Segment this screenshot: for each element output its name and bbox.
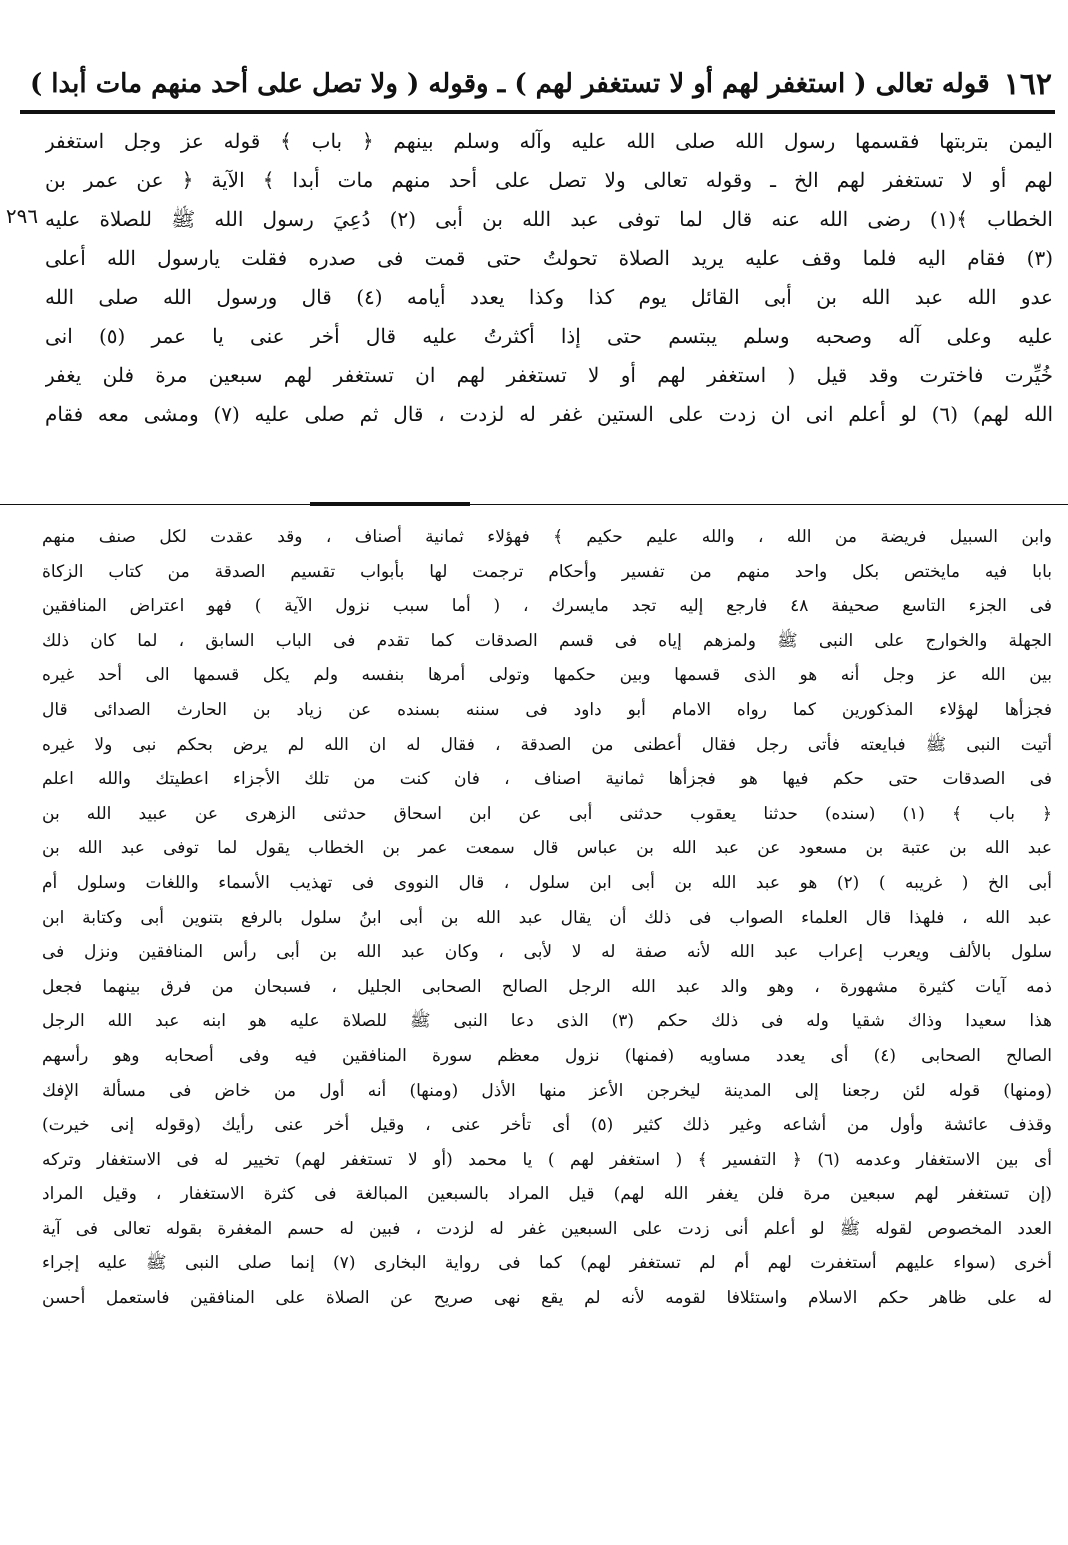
main-text-line: عليه وعلى آله وصحبه وسلم يبتسم حتى إذا أكثرتُ عليه قال أخر عنى يا عمر (٥) انى bbox=[45, 324, 1053, 348]
footnote-line: بين الله عز وجل أنه هو الذى قسمها وبين حكمها وتولى أمرها بنفسه ولم يكل قسمها الى أحد غيره bbox=[42, 665, 1052, 686]
footnote-line: (ومنها) قوله لئن رجعنا إلى المدينة ليخرجن الأعز منها الأذل (ومنها) أنه أول من خاض فى مسألة الإفك bbox=[42, 1080, 1052, 1101]
footnote-separator-bold bbox=[310, 502, 470, 506]
footnote-line: فى الصدقات حتى حكم فيها هو فجزأها ثمانية اصناف ، فان كنت من تلك الأجزاء اعطيتك والله اعلم bbox=[42, 769, 1052, 790]
footnote-line: عبد الله بن عتبة بن مسعود عن عبد الله بن عباس قال سمعت عمر بن الخطاب يقول لما توفى عبد الله بن bbox=[42, 838, 1052, 859]
main-text-line: الله لهم) (٦) لو أعلم انى ان زدت على الستين غفر له لزدت ، قال ثم صلى عليه (٧) ومشى معه فقام bbox=[45, 402, 1053, 426]
main-text bbox=[45, 122, 1053, 434]
main-text-line: لهم أو لا تستغفر لهم الخ ـ وقوله تعالى ولا تصل على أحد منهم مات أبدا ﴾ الآية ﴿ عن عمر بن bbox=[45, 168, 1053, 192]
footnote-line: له على ظاهر حكم الاسلام واستئلافا لقومه لأنه لم يقع نهى صريح عن الصلاة على المنافقين فاستعمل أحسن bbox=[42, 1288, 1052, 1309]
footnote-line: سلول بالألف ويعرب إعراب عبد الله لأنه صفة له لا لأبى ، وكان عبد الله بن أبى رأس المنافقين ونزل فى bbox=[42, 942, 1052, 963]
footnote-line: الجهلة والخوارج على النبى ﷺ ولمزهم إياه فى قسم الصدقات كما تقدم فى الباب السابق ، لما كان ذلك bbox=[42, 630, 1052, 651]
footnote-line: أى بين الاستغفار وعدمه (٦) ﴿ التفسير ﴾ ( استغفر لهم ) يا محمد (أو لا تستغفر لهم) تخيير له فى الاستغفار وتركه bbox=[42, 1149, 1052, 1170]
footnote-line: أخرى (سواء عليهم أستغفرت لهم أم لم تستغفر لهم) كما فى رواية البخارى (٧) إنما صلى النبى ﷺ عليه إجراء bbox=[42, 1253, 1052, 1274]
running-title: قوله تعالى ( استغفر لهم أو لا تستغفر لهم ) ـ وقوله ( ولا تصل على أحد منهم مات أبدا ) bbox=[29, 69, 990, 99]
running-header bbox=[22, 62, 1052, 106]
main-text-line: (٣) فقام اليه فلما وقف عليه يريد الصلاة تحولتُ حتى قمت فى صدره فقلت يارسول الله أعلى bbox=[45, 246, 1053, 270]
footnote-line: فجزأها لهؤلاء المذكورين كما رواه الامام أبو داود فى سننه بسنده عن زياد بن الحارث الصدائى قال bbox=[42, 699, 1052, 720]
footnote-line: وقذف عائشة وأول من أشاعه وغير ذلك كثير (٥) أى تأخر عنى ، وقيل أخر عنى رأيك (وقوله إنى خيرت) bbox=[42, 1115, 1052, 1136]
page-number: ١٦٢ bbox=[1003, 66, 1052, 102]
footnote-line: فى الجزء التاسع صحيفة ٤٨ فارجع إليه تجد مايسرك ، ( أما سبب نزول الآية ) فهو اعتراض المنافقين bbox=[42, 596, 1052, 617]
main-text-line: اليمن بتربتها فقسمها رسول الله صلى الله عليه وآله وسلم بينهم ﴿ باب ﴾ قوله عز وجل استغفر bbox=[45, 129, 1053, 153]
main-text-line: الخطاب ﴾(١) رضى الله عنه قال لما توفى عبد الله بن أبى (٢) دُعِيَ رسول الله ﷺ للصلاة عليه bbox=[45, 207, 1053, 231]
footnote-line: ﴿ باب ﴾ (١) (سنده) حدثنا يعقوب حدثنى أبى عن ابن اسحاق حدثنى الزهرى عن عبيد الله بن bbox=[42, 803, 1052, 824]
footnote-line: هذا سعيدا وذاك شقيا وله فى ذلك حكم (٣) الذى دعا النبى ﷺ للصلاة عليه هو ابنه عبد الله الرجل bbox=[42, 1011, 1052, 1032]
header-rule bbox=[20, 110, 1055, 114]
footnotes bbox=[42, 520, 1052, 1316]
footnote-line: بابا فيه مايختص بكل واحد منهم من تفسير وأحكام ترجمت لها بأبواب تقسيم الصدقة من كتاب الزكاة bbox=[42, 561, 1052, 582]
footnote-line: (إن تستغفر لهم سبعين مرة فلن يغفر الله لهم) قيل المراد بالسبعين المبالغة فى كثرة الاستغفار ، وقيل المراد bbox=[42, 1184, 1052, 1205]
main-text-line: خُيِّرت فاخترت وقد قيل ( استغفر لهم أو لا تستغفر لهم ان تستغفر لهم سبعين مرة فلن يغفر bbox=[45, 363, 1053, 387]
footnote-line: أبى الخ ( غريبه ) (٢) هو عبد الله بن أبى ابن سلول ، قال النووى فى تهذيب الأسماء واللغات وسلول أم bbox=[42, 872, 1052, 893]
footnote-separator bbox=[0, 504, 1068, 505]
footnote-line: ذمه آيات كثيرة مشهورة ، وهو والد عبد الله الرجل الصالح الصحابى الجليل ، فسبحان من فرق بينهما فجعل bbox=[42, 976, 1052, 997]
footnote-line: الصالح الصحابى (٤) أى يعدد مساويه (فمنها) نزول معظم سورة المنافقين فيه وفى أصحابه وهو رأسهم bbox=[42, 1045, 1052, 1066]
margin-hadith-number: ٢٩٦ bbox=[5, 204, 39, 228]
main-text-line: عدو الله عبد الله بن أبى القائل يوم كذا وكذا يعدد أيامه (٤) قال ورسول الله صلى الله bbox=[45, 285, 1053, 309]
footnote-line: العدد المخصوص لقوله ﷺ لو أعلم أنى زدت على السبعين غفر له لزدت ، فبين له حسم المغفرة بقوله تعالى فى آية bbox=[42, 1218, 1052, 1239]
footnote-line: أتيت النبى ﷺ فبايعته فأتى رجل فقال أعطنى من الصدقة ، فقال له ان الله لم يرض بحكم نبى ولا غيره bbox=[42, 734, 1052, 755]
footnote-line: وابن السبيل فريضة من الله ، والله عليم حكيم ﴾ فهؤلاء ثمانية أصناف ، وقد عقدت لكل صنف منهم bbox=[42, 527, 1052, 547]
footnote-line: عبد الله ، فلهذا قال العلماء الصواب فى ذلك أن يقال عبد الله بن أبى ابنُ سلول بالرفع بتنوين أبى وكتابة ابن bbox=[42, 907, 1052, 928]
